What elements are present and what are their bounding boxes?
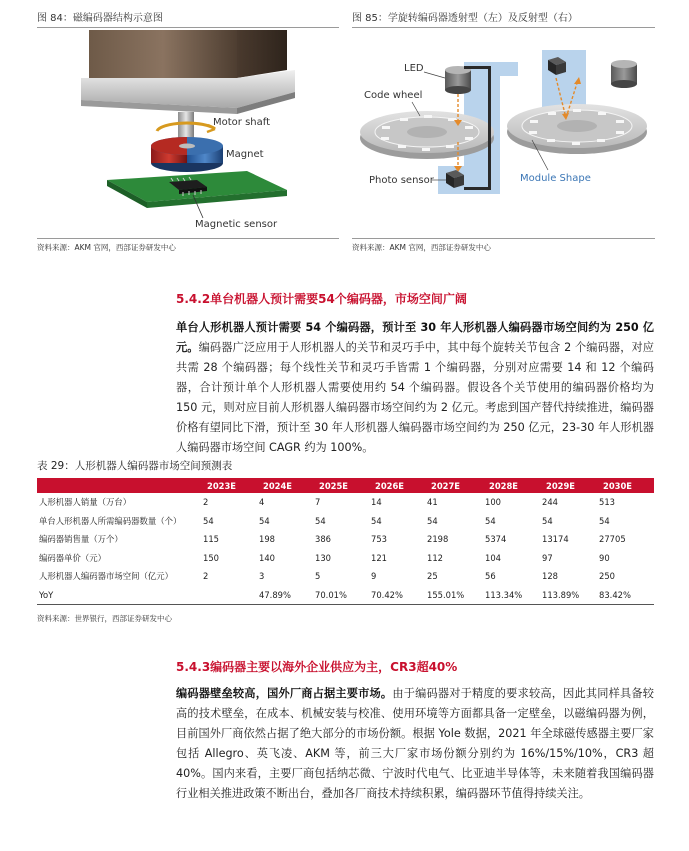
table-cell: 128 (542, 571, 558, 582)
reflective-led (611, 60, 637, 88)
table-cell: 83.42% (595, 586, 654, 605)
photo-sensor-label: Photo sensor (369, 175, 434, 186)
table-cell: 27705 (599, 534, 626, 545)
row-label: 人形机器人销量（万台） (39, 497, 132, 508)
figure-84-bottom-rule (37, 238, 339, 239)
table-cell: 121 (371, 552, 387, 563)
table-cell: 104 (485, 552, 501, 563)
table-cell: 7 (315, 497, 321, 508)
code-wheel-label: Code wheel (364, 90, 423, 101)
table-cell: 25 (427, 571, 438, 582)
figure-84-title: 图 84：磁编码器结构示意图 (37, 13, 163, 24)
table-row (37, 493, 654, 512)
table-cell: 54 (259, 515, 270, 526)
table-cell: 113.89% (538, 586, 595, 605)
table-cell: 9 (371, 571, 377, 582)
table-cell: 2198 (427, 534, 449, 545)
optical-encoder-diagram (352, 30, 655, 240)
table-cell: 5374 (485, 534, 507, 545)
figure-85-title: 图 85：学旋转编码器透射型（左）及反射型（右） (352, 13, 578, 24)
motor-body (81, 30, 295, 114)
magnet-label: Magnet (226, 149, 264, 160)
table-cell: 54 (485, 515, 496, 526)
module-shape-label: Module Shape (520, 173, 591, 184)
table-cell: 2 (203, 571, 209, 582)
table-cell: 54 (203, 515, 214, 526)
table-cell: 54 (315, 515, 326, 526)
table-29-source: 资料来源：世界银行，西部证券研发中心 (37, 614, 172, 623)
table-cell: 4 (259, 497, 265, 508)
table-row (37, 549, 654, 568)
row-label: 编码器销售量（万个） (39, 534, 123, 545)
table-cell: 115 (203, 534, 219, 545)
table-cell: 70.42% (367, 586, 423, 605)
column-header: 2025E (311, 478, 367, 493)
row-label: 人形机器人编码器市场空间（亿元） (39, 571, 173, 582)
table-cell: 244 (542, 497, 558, 508)
column-header (37, 478, 199, 493)
magnet (151, 137, 223, 172)
table-row (37, 512, 654, 531)
table-cell: 113.34% (481, 586, 538, 605)
column-header: 2028E (481, 478, 538, 493)
section-5-4-2-body: 编码器广泛应用于人形机器人的关节和灵巧手中，其中每个旋转关节包含 2 个编码器，对应共需 28 个编码器；每个线性关节和灵巧手皆需 1 个编码器，分别对应需要 14 和 12 个编码器，合计预计单个人形机器人需要使用约 54 个编码器。假设各个关节使用的编码器价格均为 150 元，则对应目前人形机器人编码器市场空间约为 2 亿元。考虑到国产替代持续推进，编码器价格有望同比下滑，预计至 30 年人形机器人编码器市场空间约为 250 亿元，23-30 年人形机器人编码器市场空间 CAGR 约为 100%。 (176, 341, 654, 454)
figure-85-title-rule (352, 27, 655, 28)
table-cell: 56 (485, 571, 496, 582)
magnetic-encoder-diagram (37, 30, 339, 240)
row-label: 单台人形机器人所需编码器数量（个） (39, 515, 182, 526)
transmissive-code-wheel (360, 111, 494, 159)
row-label: YoY (37, 586, 199, 605)
table-row (37, 567, 654, 586)
table-row (37, 586, 654, 605)
column-header: 2029E (538, 478, 595, 493)
table-cell: 41 (427, 497, 438, 508)
section-5-4-2-heading: 5.4.2单台机器人预计需要54个编码器，市场空间广阔 (176, 292, 467, 306)
section-5-4-3-paragraph (176, 684, 654, 804)
table-cell: 97 (542, 552, 553, 563)
table-cell: 90 (599, 552, 610, 563)
table-cell: 54 (542, 515, 553, 526)
column-header: 2030E (595, 478, 654, 493)
table-header-row (37, 478, 654, 493)
table-cell: 54 (599, 515, 610, 526)
table-29-title: 表 29：人形机器人编码器市场空间预测表 (37, 460, 233, 472)
table-cell: 130 (315, 552, 331, 563)
table-cell (199, 586, 255, 605)
table-cell: 47.89% (255, 586, 311, 605)
motor-shaft-label: Motor shaft (213, 117, 271, 128)
table-cell: 140 (259, 552, 275, 563)
table-row (37, 530, 654, 549)
led-emitter (445, 66, 471, 94)
motor-shaft (178, 112, 194, 138)
row-label: 编码器单价（元） (39, 552, 106, 563)
table-cell: 70.01% (311, 586, 367, 605)
table-cell: 250 (599, 571, 615, 582)
table-cell: 112 (427, 552, 443, 563)
section-5-4-3-body: 由于编码器对于精度的要求较高，因此其同样具备较高的技术壁垒，在成本、机械安装与校准、使用环境等方面都具备一定壁垒，以磁编码器为例，目前国外厂商依然占据了绝大部分的市场份额。根据 Yole 数据，2021 年全球磁传感器主要厂家包括 Allegro、英飞凌、AKM 等，前三大厂家市场份额分别约为 16%/15%/10%，CR3 超 40%。国内来看，主要厂商包括纳芯微、宁波时代电气、比亚迪半导体等，未来随着我国编码器行业相关推进政策不断出台，叠加各厂商技术持续积累，编码器环节值得持续关注。 (176, 687, 654, 800)
table-cell: 13174 (542, 534, 569, 545)
magnetic-sensor-label: Magnetic sensor (195, 219, 278, 230)
table-cell: 386 (315, 534, 331, 545)
table-cell: 3 (259, 571, 265, 582)
table-cell: 155.01% (423, 586, 481, 605)
led-label: LED (404, 63, 424, 74)
table-cell: 753 (371, 534, 387, 545)
figure-85-bottom-rule (352, 238, 655, 239)
column-header: 2027E (423, 478, 481, 493)
table-cell: 54 (371, 515, 382, 526)
figure-84-source: 资料来源：AKM 官网，西部证券研发中心 (37, 243, 176, 252)
table-cell: 513 (599, 497, 615, 508)
table-cell: 198 (259, 534, 275, 545)
table-cell: 100 (485, 497, 501, 508)
encoder-market-table (37, 478, 654, 605)
column-header: 2023E (199, 478, 255, 493)
table-cell: 150 (203, 552, 219, 563)
table-cell: 54 (427, 515, 438, 526)
column-header: 2024E (255, 478, 311, 493)
figure-84-title-rule (37, 27, 339, 28)
table-cell: 5 (315, 571, 321, 582)
section-5-4-3-key-point: 编码器壁垒较高，国外厂商占据主要市场。 (176, 687, 393, 700)
section-5-4-3-heading: 5.4.3编码器主要以海外企业供应为主，CR3超40% (176, 660, 458, 674)
table-cell: 14 (371, 497, 382, 508)
section-5-4-2-key-point: 单台人形机器人预计需要 54 个编码器，预计至 30 年人形机器人编码器市场空间约为 250 亿元。 (176, 321, 654, 354)
section-5-4-2-paragraph (176, 318, 654, 458)
reflective-code-wheel (507, 104, 647, 154)
table-cell: 2 (203, 497, 209, 508)
column-header: 2026E (367, 478, 423, 493)
figure-85-source: 资料来源：AKM 官网，西部证券研发中心 (352, 243, 491, 252)
